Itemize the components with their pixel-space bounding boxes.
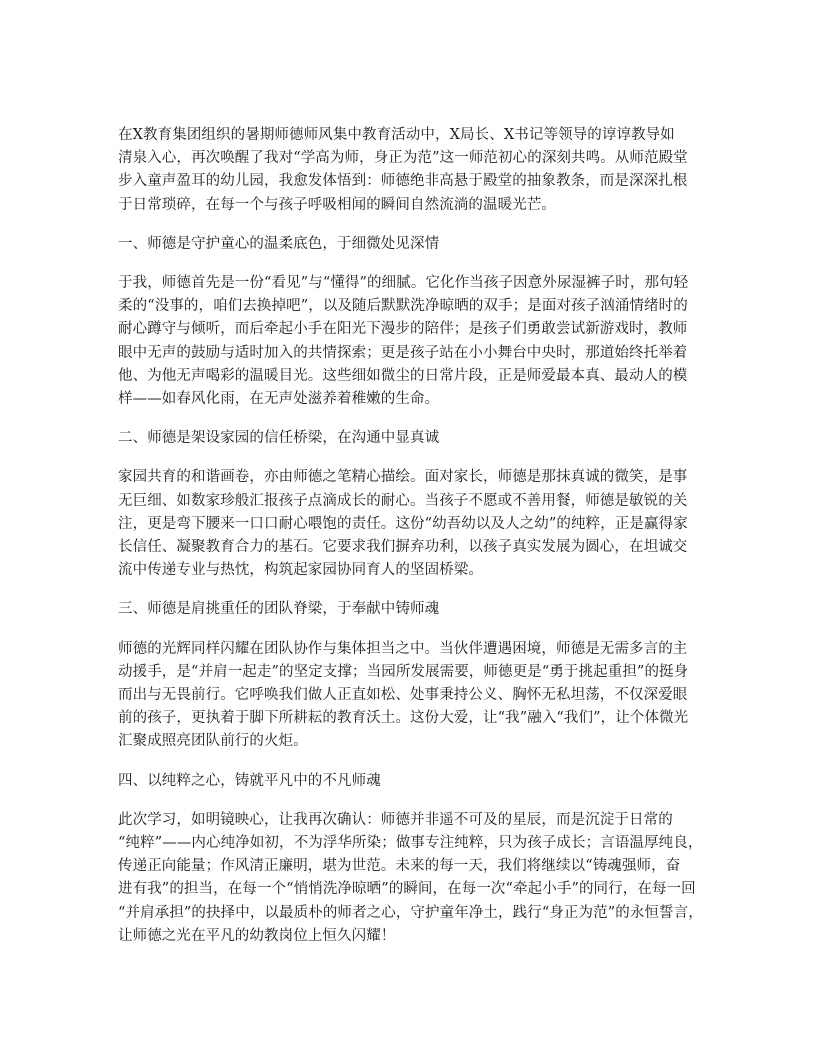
document-page	[118, 124, 703, 964]
text-line: 在X教育集团组织的暑期师德师风集中教育活动中，X局长、X书记等领导的谆谆教导如	[118, 127, 675, 143]
text-line: 他、为他无声喝彩的温暖目光。这些细如微尘的日常片段，正是师爱最本真、最动人的模	[118, 367, 688, 384]
intro-paragraph	[118, 124, 700, 217]
text-line: 动援手，是“并肩一起走”的坚定支撑；当园所发展需要，师德更是“勇于挑起重担”的挺身	[118, 663, 689, 680]
text-line: “纯粹”——内心纯净如初，不为浮华所染；做事专注纯粹，只为孩子成长；言语温厚纯良，	[118, 835, 703, 852]
text-line: 无巨细、如数家珍般汇报孩子点滴成长的耐心。当孩子不愿或不善用餐，师德是敏锐的关	[118, 492, 688, 509]
text-line: 样——如春风化雨，在无声处滋养着稚嫩的生命。	[118, 391, 440, 408]
section-heading-2: 二、师德是架设家园的信任桥梁，在沟通中显真诚	[118, 430, 440, 447]
text-line: 而出与无畏前行。它呼唤我们做人正直如松、处事秉持公义、胸怀无私坦荡，不仅深爱眼	[118, 687, 688, 704]
text-line: 家园共育的和谐画卷，亦由师德之笔精心描绘。面对家长，师德是那抹真诚的微笑，是事	[118, 469, 688, 486]
text-line: 柔的“没事的，咱们去换掉吧”，以及随后默默洗净晾晒的双手；是面对孩子汹涌情绪时的	[118, 298, 688, 315]
text-line: 注，更是弯下腰来一口口耐心喂饱的责任。这份“幼吾幼以及人之幼”的纯粹，正是赢得家	[118, 515, 688, 532]
text-line: 让师德之光在平凡的幼教岗位上恒久闪耀！	[118, 927, 396, 944]
text-line: 前的孩子，更执着于脚下所耕耘的教育沃土。这份大爱，让“我”融入“我们”，让个体微光	[118, 710, 689, 727]
section-paragraph-1	[118, 272, 700, 411]
section-heading-1: 一、师德是守护童心的温柔底色，于细微处见深情	[118, 235, 440, 252]
text-line: 于我，师德首先是一份“看见”与“懂得”的细腻。它化作当孩子因意外尿湿裤子时，那句轻	[118, 275, 689, 292]
text-line: 汇聚成照亮团队前行的火炬。	[118, 733, 308, 750]
text-line: 此次学习，如明镜映心，让我再次确认：师德并非遥不可及的星辰，而是沉淀于日常的	[118, 811, 673, 828]
text-line: 传递正向能量；作风清正廉明，堪为世范。未来的每一天，我们将继续以“铸魂强师，奋	[118, 858, 681, 875]
section-paragraph-4	[118, 809, 703, 948]
text-line: 长信任、凝聚教育合力的基石。它要求我们摒弃功利，以孩子真实发展为圆心，在坦诚交	[118, 539, 688, 556]
text-line: 于日常琐碎，在每一个与孩子呼吸相闻的瞬间自然流淌的温暖光芒。	[118, 196, 556, 213]
section-heading-4: 四、以纯粹之心，铸就平凡中的不凡师魂	[118, 772, 381, 789]
section-paragraph-3	[118, 638, 700, 754]
text-line: 眼中无声的鼓励与适时加入的共情探索；更是孩子站在小小舞台中央时，那道始终托举着	[118, 344, 688, 361]
section-heading-3: 三、师德是肩挑重任的团队脊梁，于奉献中铸师魂	[118, 601, 440, 618]
section-paragraph-2	[118, 466, 700, 582]
text-line: 步入童声盈耳的幼儿园，我愈发体悟到：师德绝非高悬于殿堂的抽象教条，而是深深扎根	[118, 173, 688, 190]
text-line: 师德的光辉同样闪耀在团队协作与集体担当之中。当伙伴遭遇困境，师德是无需多言的主	[118, 640, 688, 657]
text-line: 清泉入心，再次唤醒了我对“学高为师，身正为范”这一师范初心的深刻共鸣。从师范殿堂	[118, 150, 688, 167]
text-line: 耐心蹲守与倾听，而后牵起小手在阳光下漫步的陪伴；是孩子们勇敢尝试新游戏时，教师	[118, 321, 688, 338]
text-line: 进有我”的担当，在每一个“悄悄洗净晾晒”的瞬间，在每一次“牵起小手”的同行，在每一回	[118, 881, 696, 898]
text-line: 流中传递专业与热忱，构筑起家园协同育人的坚固桥梁。	[118, 562, 483, 579]
text-line: “并肩承担”的抉择中，以最质朴的师者之心，守护童年净土，践行“身正为范”的永恒誓言，	[118, 904, 703, 921]
